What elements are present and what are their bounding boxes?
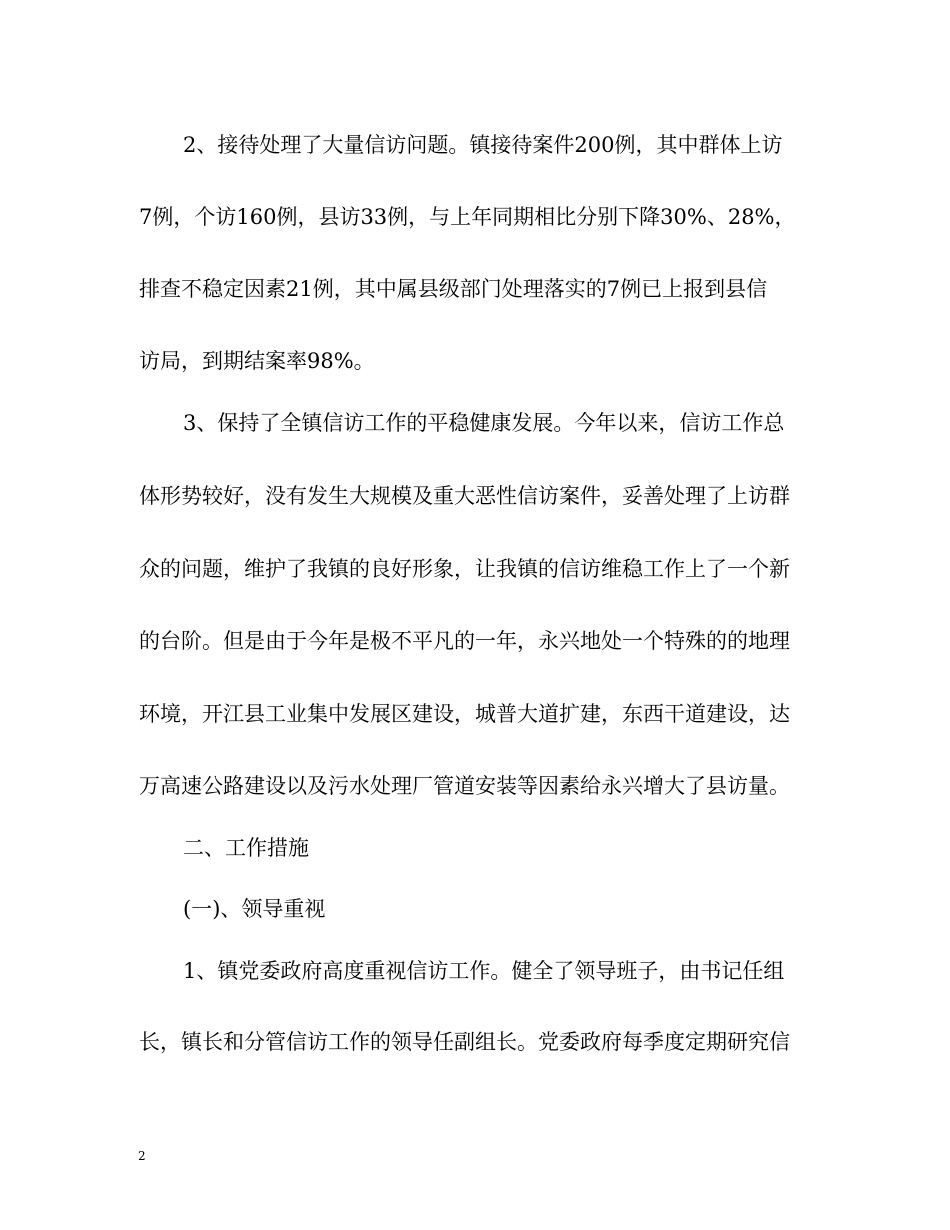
paragraph-line: 环境，开江县工业集中发展区建设，城普大道扩建，东西干道建设，达	[139, 702, 790, 726]
paragraph-line: 体形势较好，没有发生大规模及重大恶性信访案件，妥善处理了上访群	[139, 484, 790, 508]
paragraph-line: 长，镇长和分管信访工作的领导任副组长。党委政府每季度定期研究信	[139, 1030, 790, 1054]
paragraph-line: 的台阶。但是由于今年是极不平凡的一年，永兴地处一个特殊的的地理	[139, 629, 790, 653]
paragraph-line: 3、保持了全镇信访工作的平稳健康发展。今年以来，信访工作总	[183, 411, 785, 435]
paragraph-line: 万高速公路建设以及污水处理厂管道安装等因素给永兴增大了县访量。	[139, 774, 790, 798]
paragraph-line: 7例，个访160例，县访33例，与上年同期相比分别下降30%、28%，	[139, 205, 796, 229]
subsection-heading: (一)、领导重视	[183, 897, 326, 921]
page-number: 2	[138, 1149, 146, 1163]
paragraph-line: 1、镇党委政府高度重视信访工作。健全了领导班子，由书记任组	[183, 959, 785, 983]
section-heading: 二、工作措施	[183, 836, 309, 860]
paragraph-line: 2、接待处理了大量信访问题。镇接待案件200例，其中群体上访	[183, 133, 783, 157]
paragraph-line: 众的问题，维护了我镇的良好形象，让我镇的信访维稳工作上了一个新	[139, 557, 790, 581]
paragraph-line: 排查不稳定因素21例，其中属县级部门处理落实的7例已上报到县信	[139, 277, 768, 301]
paragraph-line: 访局，到期结案率98%。	[139, 349, 375, 373]
